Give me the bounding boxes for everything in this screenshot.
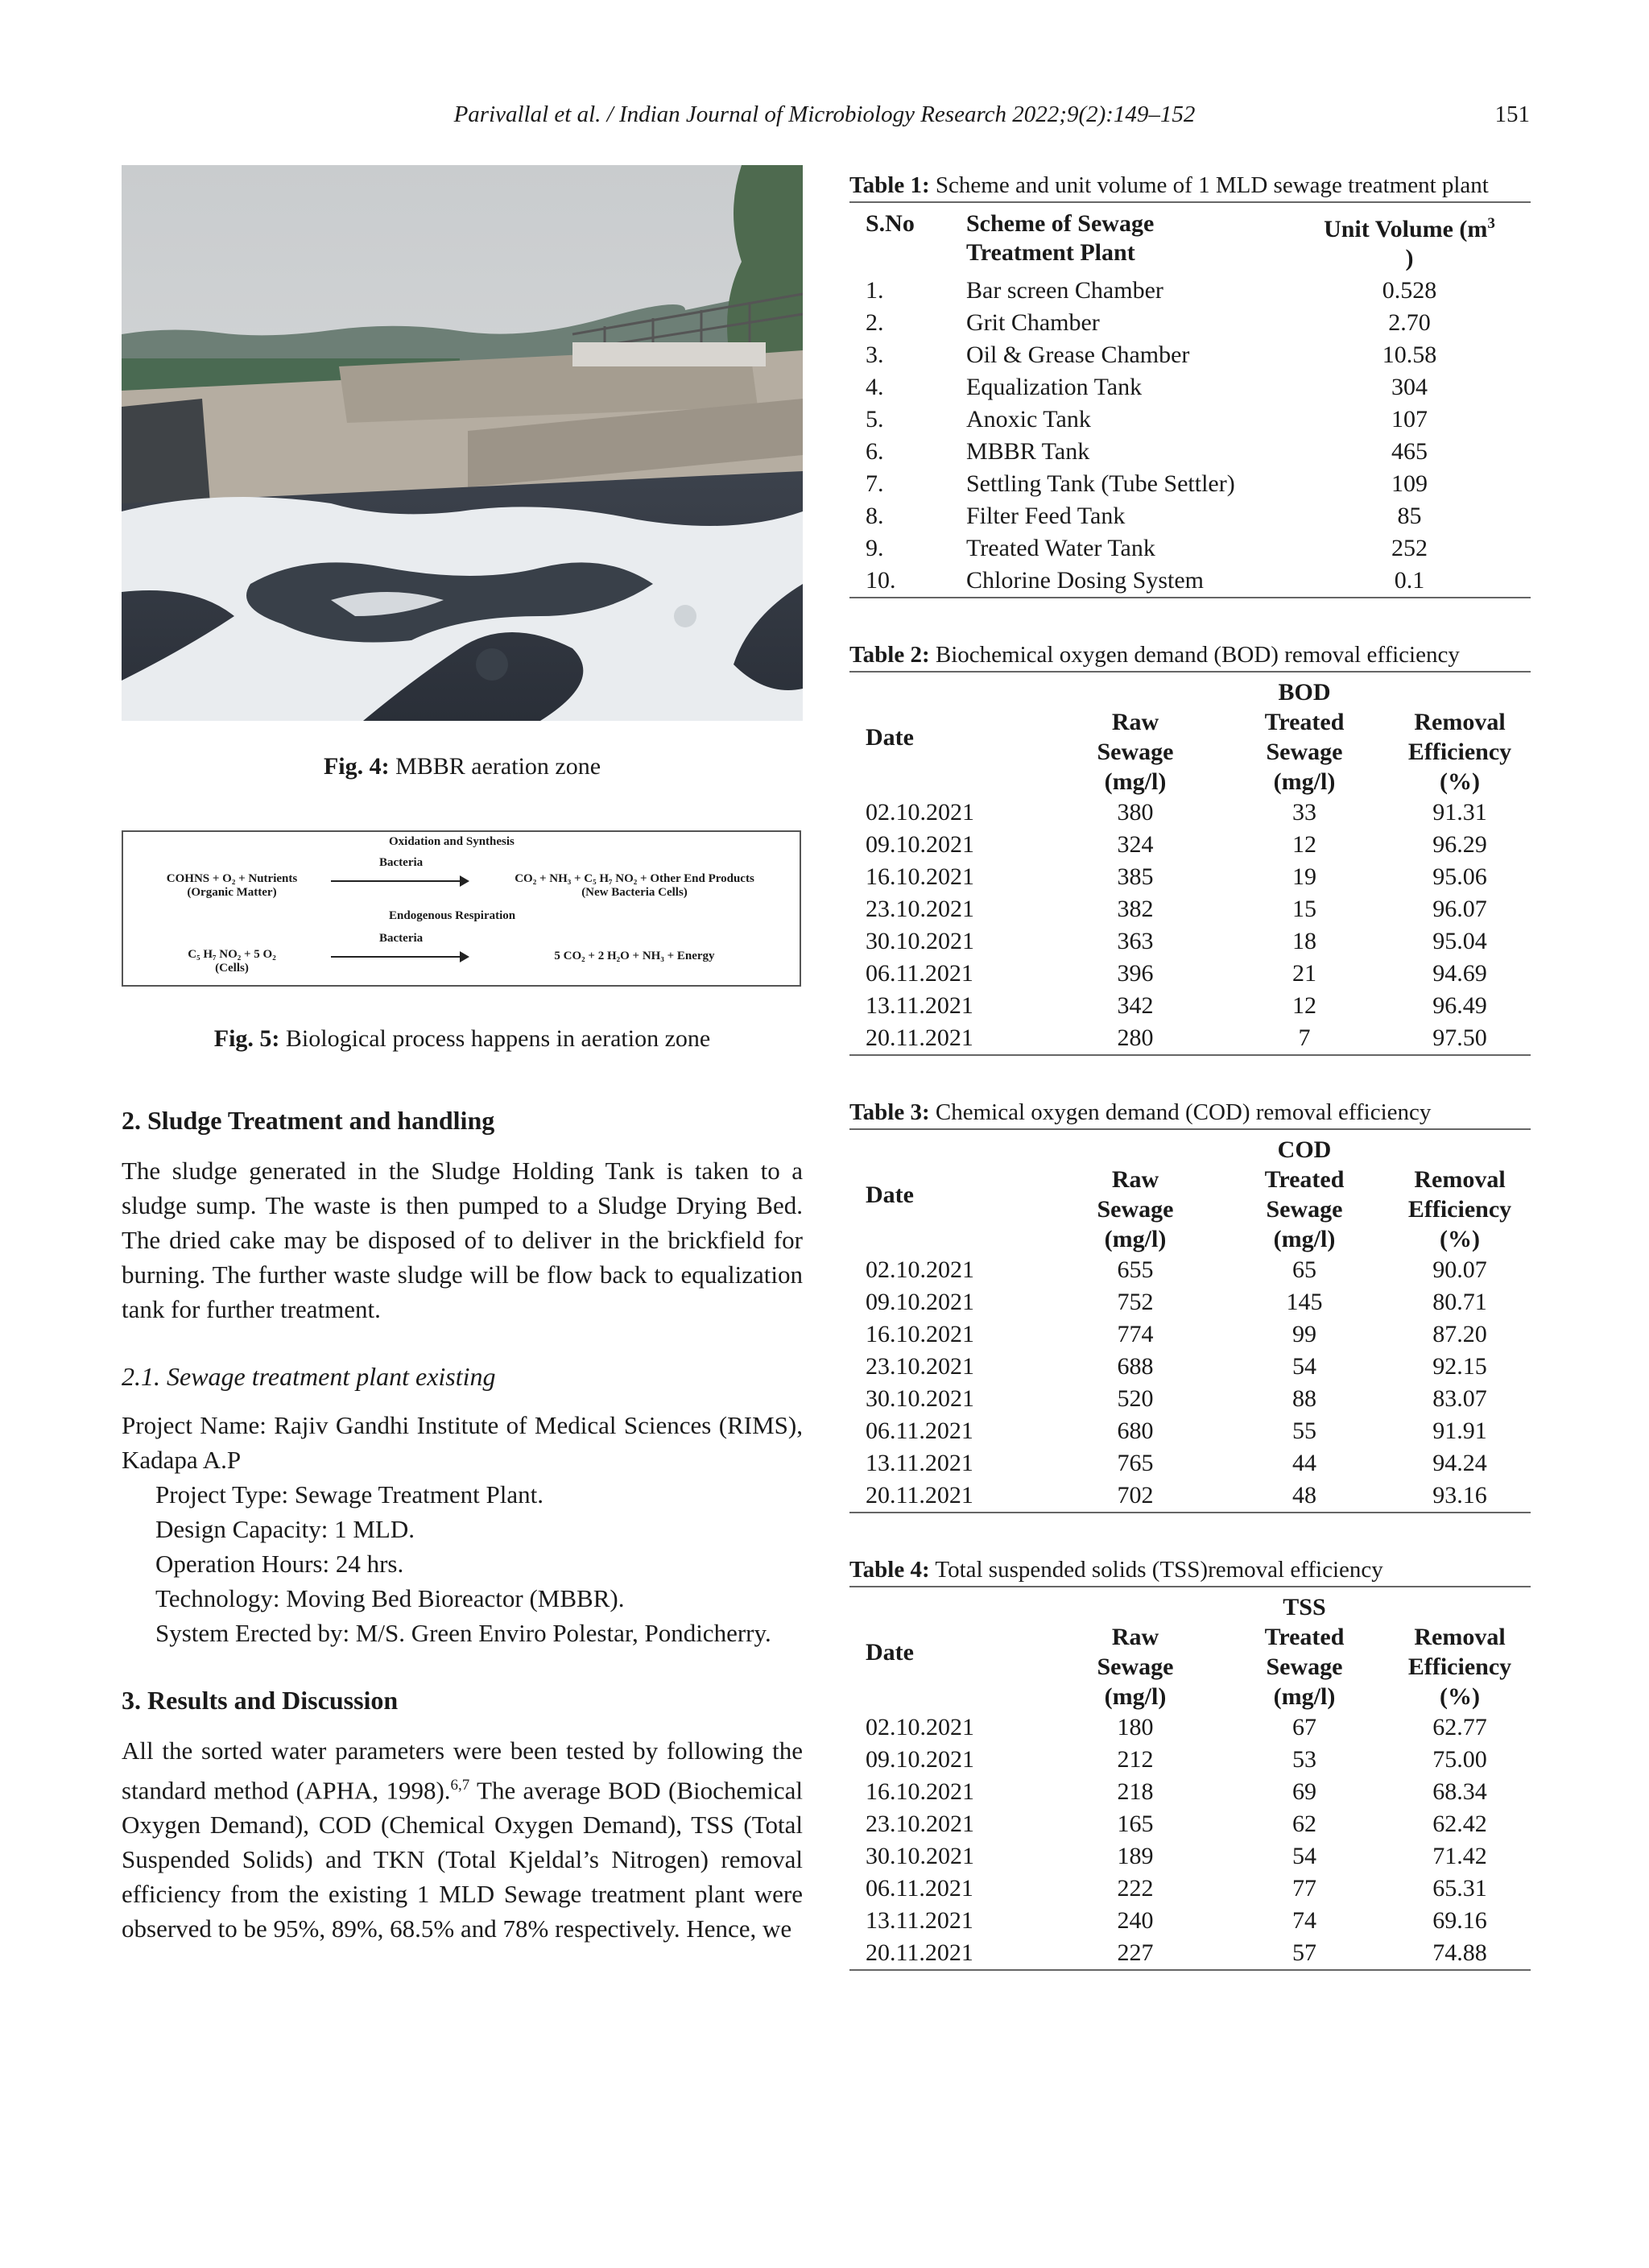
table-row: 09.10.2021 324 12 96.29 [866,831,1487,858]
biological-process-diagram [122,830,801,987]
col-unit-volume: Unit Volume ($m^3$ ) [1324,215,1495,271]
col-sno: S.No [866,210,915,237]
table-row: 02.10.2021 380 33 91.31 [866,799,1487,826]
table-row: 7. Settling Tank (Tube Settler) 109 [866,470,1428,497]
reaction-arrow-1 [331,880,468,882]
table-row: 10. Chlorine Dosing System 0.1 [866,567,1425,594]
project-name: Project Name: Rajiv Gandhi Institute of Medical Sciences (RIMS), Kadapa A.P [122,1411,803,1474]
table-row: 1. Bar screen Chamber 0.528 [866,277,1437,304]
section-2-1-heading: 2.1. Sewage treatment plant existing [122,1362,496,1391]
table-4-caption: Table 4: Total suspended solids (TSS)removal efficiency [849,1557,1383,1583]
table-4-grid [849,1586,1531,1971]
table-row: 23.10.2021 382 15 96.07 [866,896,1487,922]
design-capacity: Design Capacity: 1 MLD. [155,1515,415,1543]
reaction-arrow-2 [331,956,468,958]
running-head: Parivallal et al. / Indian Journal of Microbiology Research 2022;9(2):149–152 [453,101,1196,127]
table-4 [849,1554,1531,1971]
col-raw: Raw Sewage (mg/l) [1097,1166,1174,1252]
col-treated: Treated Sewage (mg/l) [1264,1166,1345,1252]
section-3-paragraph: All the sorted water parameters were been tested by following the standard method (APHA, 1998).$^{6,7}$ The average BOD (Biochemical Oxygen Demand), COD (Chemical Oxygen Demand), TSS (Total Suspended Solids) and TKN (Total Kjeldal’s Nitrogen) removal efficiency from the existing 1 MLD Sewage treatment plant were observed to be 95%, 89%, 68.5% and 78% respectively. Hence, we [122,1736,804,1943]
param-header: BOD [1278,679,1331,706]
table-row: 5. Anoxic Tank 107 [866,406,1428,432]
col-date: Date [866,1181,914,1208]
table-row: 20.11.2021 227 57 74.88 [866,1939,1487,1966]
table-row: 30.10.2021 520 88 83.07 [866,1385,1487,1412]
section-2-paragraph: The sludge generated in the Sludge Holding Tank is taken to a sludge sump. The waste is then pumped to a Sludge Drying Bed. The dried cake may be disposed of to deliver in the brickfield for burning. The further waste sludge will be flow back to equalization tank for further treatment. [122,1157,803,1323]
mbbr-aeration-photo [122,165,803,721]
col-scheme: Scheme of Sewage Treatment Plant [966,210,1155,266]
table-1 [849,169,1531,598]
table-row: 30.10.2021 363 18 95.04 [866,928,1487,954]
endogenous-label: Endogenous Respiration [389,909,516,922]
table-3-body [849,1254,1531,1513]
col-removal: Removal Efficiency (%) [1407,709,1512,795]
technology: Technology: Moving Bed Bioreactor (MBBR). [155,1584,625,1612]
product-energy: 5 CO₂ + 2 H₂O + NH₃ + Energy [554,950,715,962]
table-row: 06.11.2021 222 77 65.31 [866,1875,1487,1902]
table-row: 6. MBBR Tank 465 [866,438,1428,465]
col-raw: Raw Sewage (mg/l) [1097,709,1174,795]
table-row: 4. Equalization Tank 304 [866,374,1428,400]
citation-ref: 6,7 [450,1777,470,1794]
table-row: 8. Filter Feed Tank 85 [866,503,1422,529]
table-row: 09.10.2021 752 145 80.71 [866,1289,1487,1315]
table-1-body [849,275,1531,598]
table-2-body [849,797,1531,1055]
col-removal: Removal Efficiency (%) [1407,1166,1512,1252]
table-row: 06.11.2021 680 55 91.91 [866,1418,1487,1444]
reactant-organic: COHNS + O₂ + Nutrients (Organic Matter) [166,872,298,899]
table-row: 23.10.2021 165 62 62.42 [866,1811,1487,1837]
table-3 [849,1096,1531,1513]
col-treated: Treated Sewage (mg/l) [1264,709,1345,795]
table-2-grid [849,671,1531,1056]
table-row: 09.10.2021 212 53 75.00 [866,1746,1487,1773]
table-3-grid [849,1128,1531,1513]
table-row: 02.10.2021 655 65 90.07 [866,1256,1487,1283]
table-row: 23.10.2021 688 54 92.15 [866,1353,1487,1380]
table-row: 2. Grit Chamber 2.70 [866,309,1431,336]
erected-by: System Erected by: M/S. Green Enviro Polestar, Pondicherry. [155,1619,771,1647]
col-raw: Raw Sewage (mg/l) [1097,1624,1174,1710]
reactant-cells: C₅ H₇ NO₂ + 5 O₂ (Cells) [188,948,276,975]
bacteria-label-2: Bacteria [379,932,424,945]
fig4-caption: Fig. 4: MBBR aeration zone [323,753,601,780]
table-row: 16.10.2021 385 19 95.06 [866,863,1487,890]
page-number: 151 [1494,101,1530,127]
table-row: 16.10.2021 774 99 87.20 [866,1321,1487,1347]
table-1-grid [849,201,1531,598]
col-treated: Treated Sewage (mg/l) [1264,1624,1345,1710]
table-row: 20.11.2021 280 7 97.50 [866,1024,1487,1051]
oxidation-label: Oxidation and Synthesis [389,835,515,848]
left-column [122,165,803,1946]
table-1-caption: Table 1: Scheme and unit volume of 1 MLD sewage treatment plant [849,172,1489,198]
table-2 [849,639,1531,1056]
table-row: 13.11.2021 765 44 94.24 [866,1450,1487,1476]
project-details [122,1408,803,1650]
fig5-caption: Fig. 5: Biological process happens in aeration zone [213,1025,711,1052]
table-row: 13.11.2021 240 74 69.16 [866,1907,1487,1934]
col-removal: Removal Efficiency (%) [1407,1624,1512,1710]
table-row: 9. Treated Water Tank 252 [866,535,1428,561]
table-row: 3. Oil & Grease Chamber 10.58 [866,341,1437,368]
col-date: Date [866,723,914,751]
table-2-caption: Table 2: Biochemical oxygen demand (BOD) removal efficiency [849,642,1460,668]
table-4-body [849,1711,1531,1970]
table-3-caption: Table 3: Chemical oxygen demand (COD) removal efficiency [849,1099,1432,1125]
section-3-heading: 3. Results and Discussion [122,1686,399,1715]
col-date: Date [866,1638,914,1666]
table-row: 30.10.2021 189 54 71.42 [866,1843,1487,1869]
right-column [849,169,1531,1971]
param-header: TSS [1283,1594,1326,1620]
param-header: COD [1277,1136,1332,1163]
table-row: 13.11.2021 342 12 96.49 [866,992,1487,1019]
bacteria-label-1: Bacteria [379,856,424,869]
operation-hours: Operation Hours: 24 hrs. [155,1550,404,1578]
project-type: Project Type: Sewage Treatment Plant. [155,1480,543,1509]
page-header [0,101,1649,134]
table-row: 06.11.2021 396 21 94.69 [866,960,1487,987]
table-row: 02.10.2021 180 67 62.77 [866,1714,1487,1740]
table-row: 20.11.2021 702 48 93.16 [866,1482,1487,1509]
product-new-cells: CO₂ + NH₃ + C₅ H₇ NO₂ + Other End Products (New Bacteria Cells) [515,872,754,899]
section-2-heading: 2. Sludge Treatment and handling [122,1106,495,1135]
table-row: 16.10.2021 218 69 68.34 [866,1778,1487,1805]
